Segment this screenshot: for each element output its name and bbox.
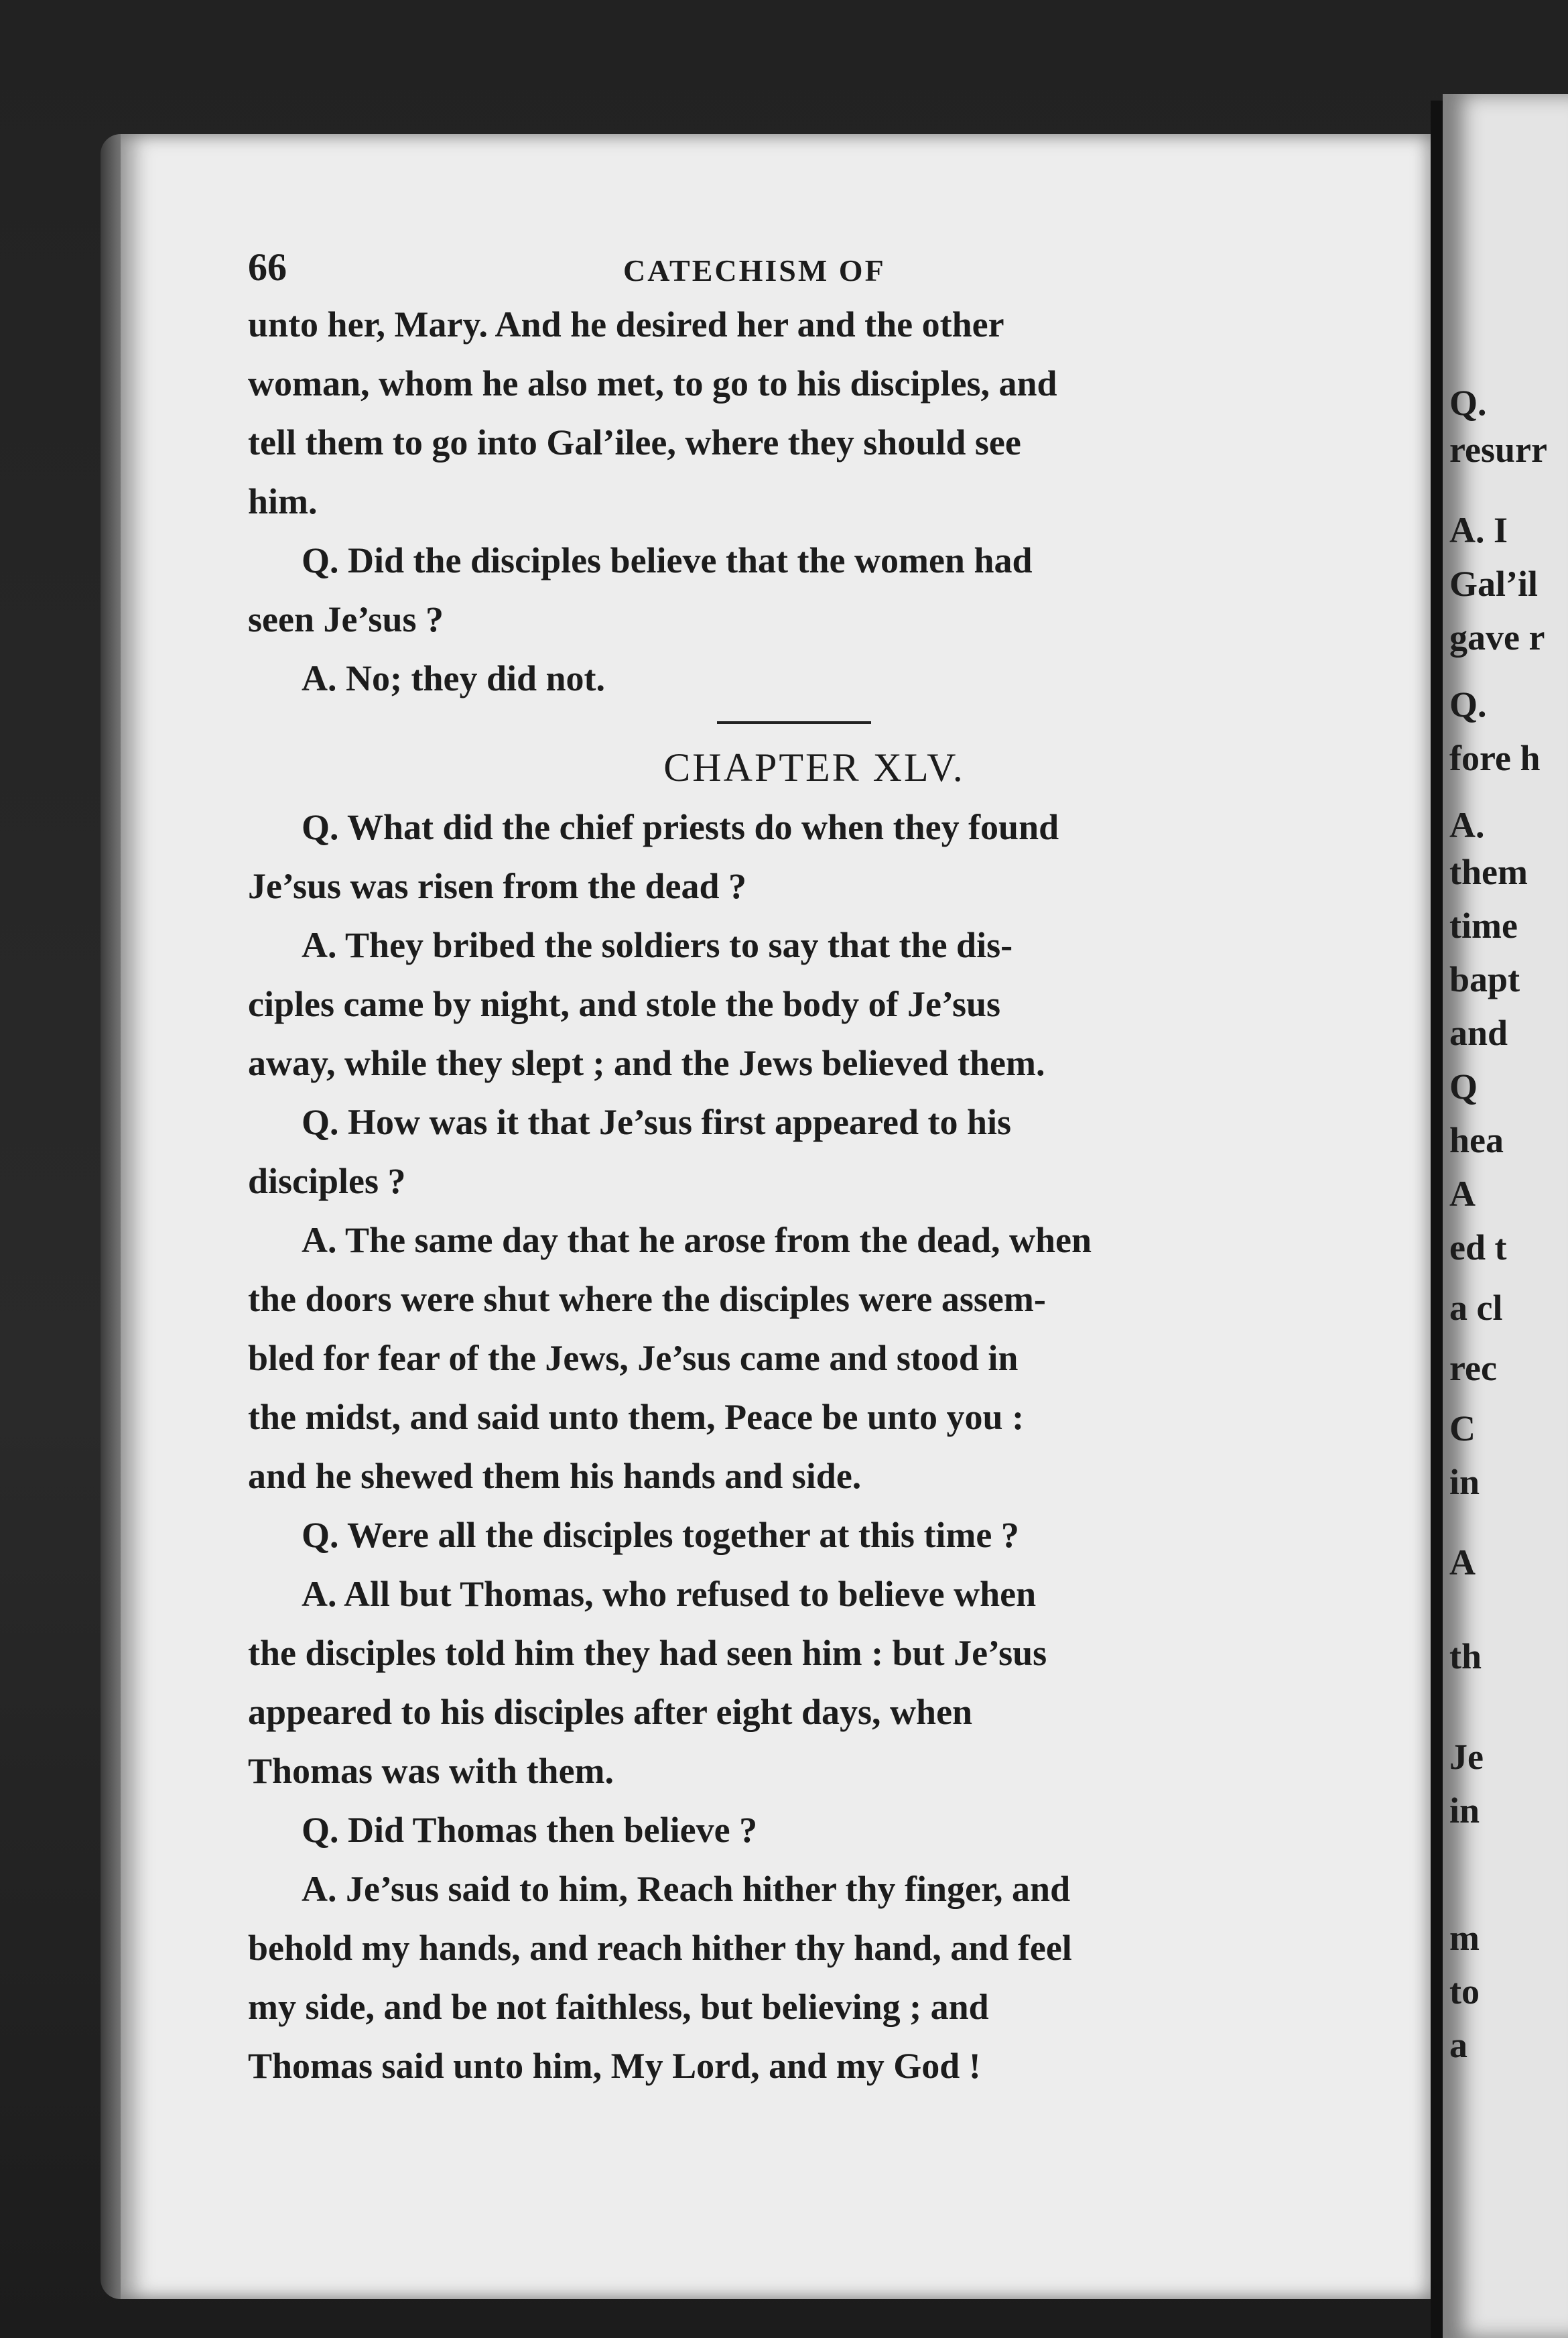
next-page-text: hea — [1449, 1120, 1504, 1160]
answer-line: A. All but Thomas, who refused to believe when — [302, 1574, 1037, 1614]
next-page-fragment — [1443, 94, 1568, 2338]
text-line: Thomas said unto him, My Lord, and my God ! — [248, 2046, 981, 2086]
text-line: appeared to his disciples after eight days, when — [248, 1692, 973, 1732]
text-line: my side, and be not faithless, but believing ; and — [248, 1987, 989, 2027]
next-page-text: to — [1449, 1971, 1480, 2012]
body-text — [248, 295, 1380, 2095]
question-line: Q. Were all the disciples together at this time ? — [302, 1515, 1019, 1555]
next-page-text: rec — [1449, 1348, 1497, 1388]
next-page-text: Q — [1449, 1066, 1478, 1107]
answer-line: A. Je’sus said to him, Reach hither thy finger, and — [302, 1869, 1071, 1909]
next-page-text: Je — [1449, 1737, 1484, 1777]
next-page-text: Gal’il — [1449, 564, 1538, 604]
chapter-title: CHAPTER XLV. — [663, 745, 965, 790]
text-line: behold my hands, and reach hither thy hand, and feel — [248, 1928, 1072, 1968]
page-number: 66 — [248, 245, 287, 289]
next-page-text: Q. — [1449, 383, 1487, 423]
text-line: disciples ? — [248, 1161, 406, 1201]
next-page-text: A. I — [1449, 510, 1508, 550]
next-page-text: m — [1449, 1918, 1480, 1958]
section-rule — [717, 721, 871, 724]
next-page-text: Q. — [1449, 684, 1487, 725]
left-page — [121, 134, 1431, 2299]
answer-line: A. They bribed the soldiers to say that the dis- — [302, 925, 1013, 965]
text-line: ciples came by night, and stole the body of Je’sus — [248, 984, 1001, 1024]
section-rule-wrap — [248, 708, 1380, 737]
next-page-text: A. — [1449, 805, 1485, 845]
next-page-text: a — [1449, 2025, 1467, 2065]
question-line: Q. Did the disciples believe that the women had — [302, 540, 1033, 580]
text-line: Je’sus was risen from the dead ? — [248, 866, 746, 906]
next-page-text: bapt — [1449, 959, 1520, 999]
text-line: him. — [248, 481, 318, 521]
next-page-text: A — [1449, 1542, 1476, 1583]
text-line: seen Je’sus ? — [248, 599, 444, 639]
next-page-text: gave r — [1449, 617, 1545, 658]
next-page-text: and — [1449, 1013, 1508, 1053]
next-page-text: C — [1449, 1408, 1476, 1449]
next-page-text: th — [1449, 1636, 1482, 1676]
text-line: tell them to go into Gal’ilee, where they should see — [248, 422, 1021, 463]
next-page-text: in — [1449, 1790, 1480, 1831]
next-page-text: them — [1449, 852, 1528, 892]
next-page-text: in — [1449, 1462, 1480, 1502]
text-line: bled for fear of the Jews, Je’sus came and stood in — [248, 1338, 1019, 1378]
text-line: away, while they slept ; and the Jews believed them. — [248, 1043, 1045, 1083]
next-page-text: time — [1449, 906, 1518, 946]
next-page-text: resurr — [1449, 430, 1547, 470]
next-page-text: A — [1449, 1174, 1476, 1214]
answer-line: A. No; they did not. — [302, 658, 606, 698]
question-line: Q. How was it that Je’sus first appeared to his — [302, 1102, 1012, 1142]
text-line: and he shewed them his hands and side. — [248, 1456, 862, 1496]
next-page-text: ed t — [1449, 1227, 1507, 1268]
next-page-text: fore h — [1449, 738, 1541, 778]
question-line: Q. What did the chief priests do when they found — [302, 807, 1059, 847]
book-gutter — [1431, 101, 1443, 2338]
text-line: woman, whom he also met, to go to his disciples, and — [248, 363, 1057, 404]
text-line: unto her, Mary. And he desired her and the other — [248, 304, 1004, 345]
next-page-text: a cl — [1449, 1288, 1503, 1328]
running-head: CATECHISM OF — [623, 253, 886, 288]
text-line: the disciples told him they had seen him : but Je’sus — [248, 1633, 1047, 1673]
text-line: the doors were shut where the disciples were assem- — [248, 1279, 1046, 1319]
text-line: the midst, and said unto them, Peace be unto you : — [248, 1397, 1025, 1437]
question-line: Q. Did Thomas then believe ? — [302, 1810, 758, 1850]
answer-line: A. The same day that he arose from the dead, when — [302, 1220, 1092, 1260]
text-line: Thomas was with them. — [248, 1751, 614, 1791]
